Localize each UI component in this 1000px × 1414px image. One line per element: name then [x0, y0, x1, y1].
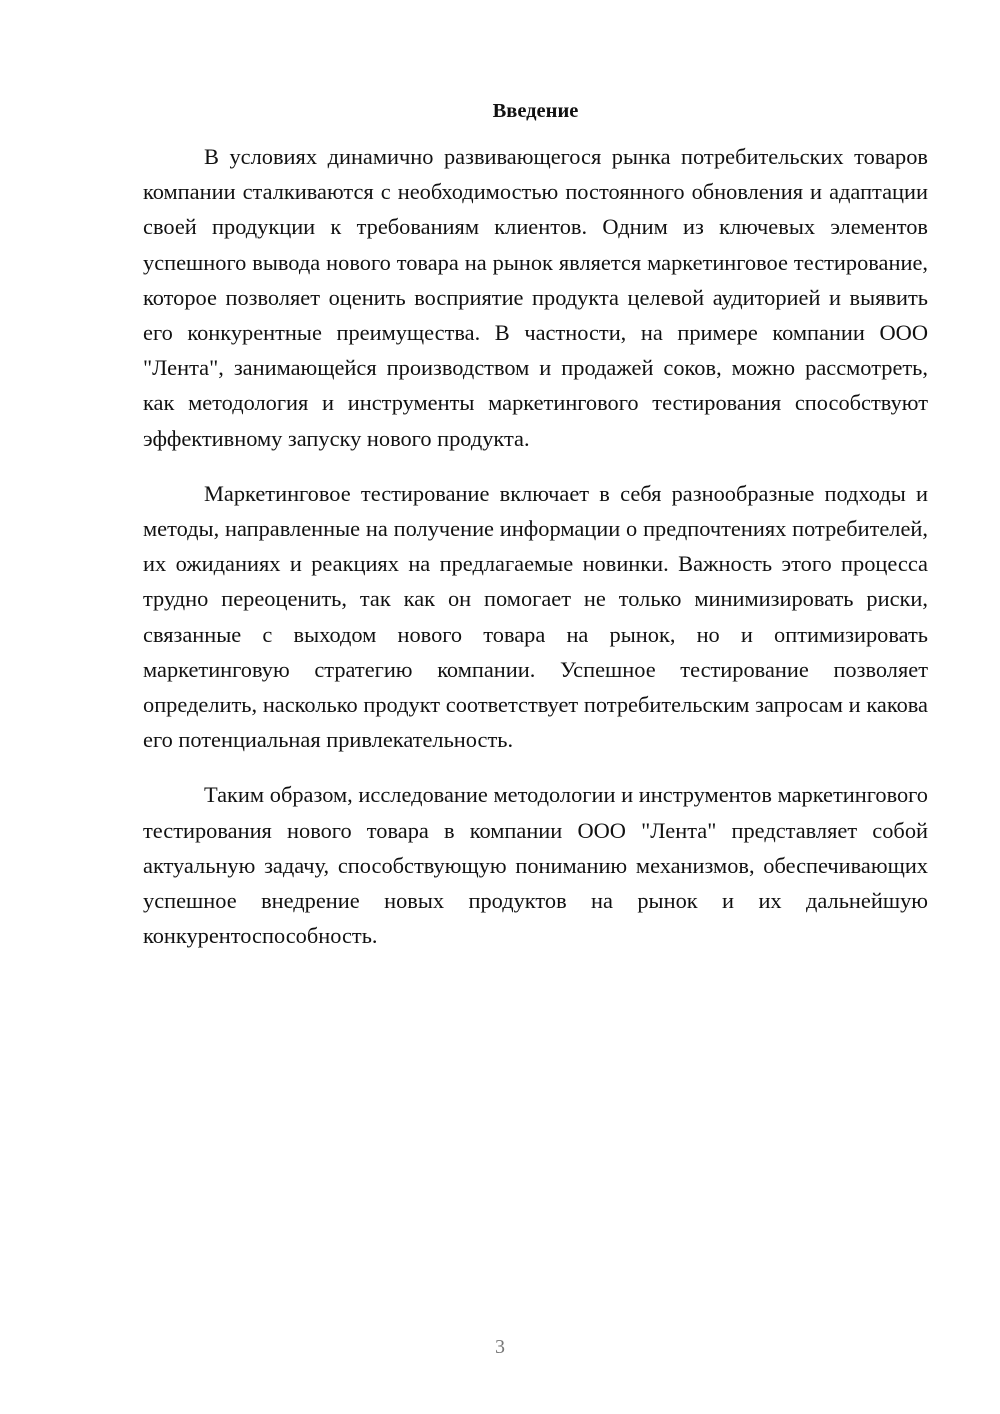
page-number: 3	[495, 1336, 505, 1358]
section-title: Введение	[492, 100, 579, 122]
paragraph-3: Таким образом, исследование методологии и инструментов маркетингового тестирования нового товара в компании ООО "Лента" представляет собой актуальную задачу, способствующую пониманию механизмов, обеспечивающих успешное внедрение новых продуктов на рынок и их дальнейшую конкурентоспособность.	[143, 782, 928, 949]
paragraph-2: Маркетинговое тестирование включает в себя разнообразные подходы и методы, направленные на получение информации о предпочтениях потребителей, их ожиданиях и реакциях на предлагаемые новинки. Важность этого процесса трудно переоценить, так как он помогает не только минимизировать риски, связанные с выходом нового товара на рынок, но и оптимизировать маркетинговую стратегию компании. Успешное тестирование позволяет определить, насколько продукт соответствует потребительским запросам и какова его потенциальная привлекательность.	[143, 480, 928, 753]
page-content	[143, 96, 928, 973]
paragraph-1: В условиях динамично развивающегося рынка потребительских товаров компании сталкиваются с необходимостью постоянного обновления и адаптации своей продукции к требованиям клиентов. Одним из ключевых элементов успешного вывода нового товара на рынок является маркетинговое тестирование, которое позволяет оценить восприятие продукта целевой аудиторией и выявить его конкурентные преимущества. В частности, на примере компании ООО "Лента", занимающейся производством и продажей соков, можно рассмотреть, как методология и инструменты маркетингового тестирования способствуют эффективному запуску нового продукта.	[143, 144, 928, 451]
